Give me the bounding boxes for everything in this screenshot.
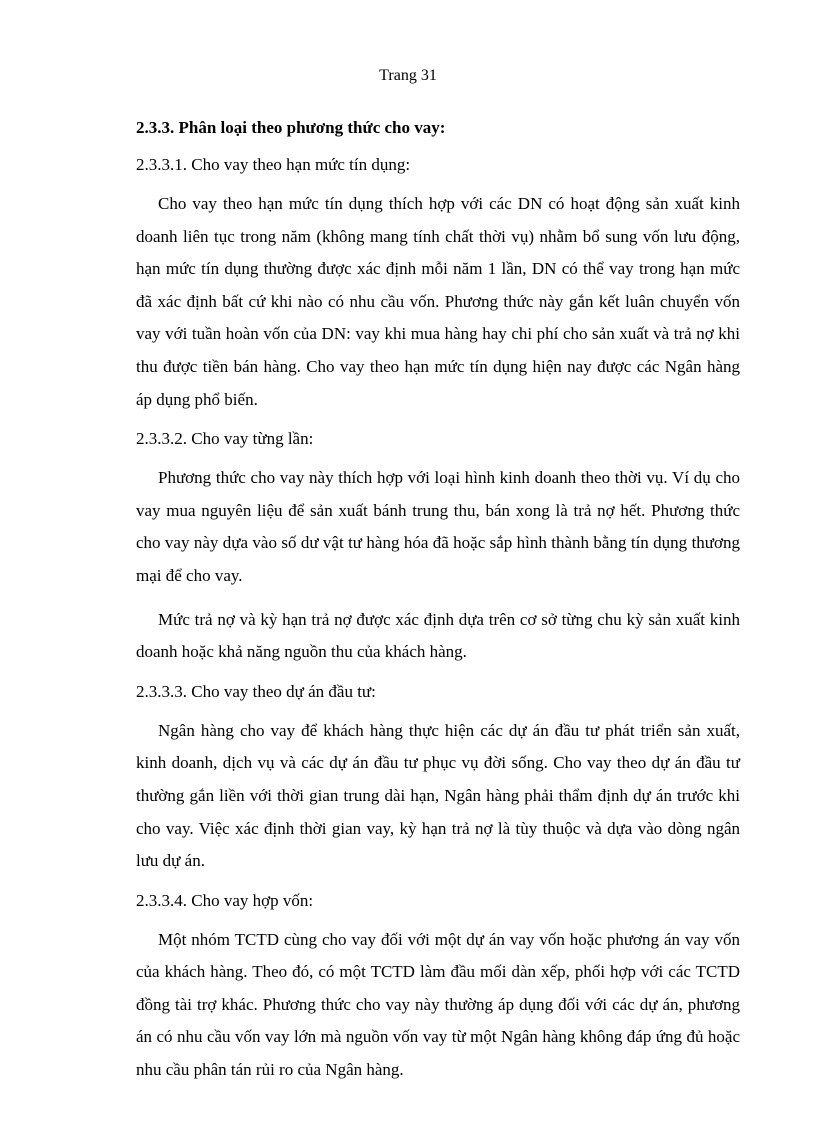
section-heading: 2.3.3. Phân loại theo phương thức cho vay: <box>136 118 446 137</box>
page-content <box>136 115 740 1098</box>
subsection-title: 2.3.3.3. Cho vay theo dự án đầu tư: <box>136 681 376 701</box>
subsection-title: 2.3.3.2. Cho vay từng lần: <box>136 429 314 449</box>
subsection-per-loan <box>136 427 740 669</box>
subsection-syndicated <box>136 889 740 1087</box>
paragraph: Ngân hàng cho vay để khách hàng thực hiện các dự án đầu tư phát triển sản xuất, kinh doanh, dịch vụ và các dự án đầu tư phục vụ đời sống. Cho vay theo dự án đầu tư thường gắn liền với thời gian trung dài hạn, Ngân hàng phải thẩm định dự án trước khi cho vay. Việc xác định thời gian vay, kỳ hạn trả nợ là tùy thuộc và dựa vào dòng ngân lưu dự án. <box>136 720 740 871</box>
paragraph: Mức trả nợ và kỳ hạn trả nợ được xác định dựa trên cơ sở từng chu kỳ sản xuất kinh doanh hoặc khả năng nguồn thu của khách hàng. <box>136 609 740 662</box>
page-number: Trang 31 <box>379 67 437 84</box>
subsection-title: 2.3.3.4. Cho vay hợp vốn: <box>136 890 314 910</box>
paragraph: Phương thức cho vay này thích hợp với loại hình kinh doanh theo thời vụ. Ví dụ cho vay mua nguyên liệu để sản xuất bánh trung thu, bán xong là trả nợ hết. Phương thức cho vay này dựa vào số dư vật tư hàng hóa đã hoặc sắp hình thành bằng tín dụng thương mại để cho vay. <box>136 468 740 585</box>
subsection-credit-line <box>136 153 740 416</box>
paragraph: Cho vay theo hạn mức tín dụng thích hợp với các DN có hoạt động sản xuất kinh doanh liên tục trong năm (không mang tính chất thời vụ) nhằm bổ sung vốn lưu động, hạn mức tín dụng thường được xác định mỗi năm 1 lần, DN có thể vay trong hạn mức đã xác định bất cứ khi nào có nhu cầu vốn. Phương thức này gắn kết luân chuyển vốn vay với tuần hoàn vốn của DN: vay khi mua hàng hay chi phí cho sản xuất và trả nợ khi thu được tiền bán hàng. Cho vay theo hạn mức tín dụng hiện nay được các Ngân hàng áp dụng phổ biến. <box>136 194 740 409</box>
paragraph: Một nhóm TCTD cùng cho vay đối với một dự án vay vốn hoặc phương án vay vốn của khách hàng. Theo đó, có một TCTD làm đầu mối dàn xếp, phối hợp với các TCTD đồng tài trợ khác. Phương thức cho vay này thường áp dụng đối với các dự án, phương án có nhu cầu vốn vay lớn mà nguồn vốn vay từ một Ngân hàng không đáp ứng đủ hoặc nhu cầu phân tán rủi ro của Ngân hàng. <box>136 929 740 1080</box>
subsection-project-investment <box>136 680 740 878</box>
subsection-title: 2.3.3.1. Cho vay theo hạn mức tín dụng: <box>136 155 411 174</box>
